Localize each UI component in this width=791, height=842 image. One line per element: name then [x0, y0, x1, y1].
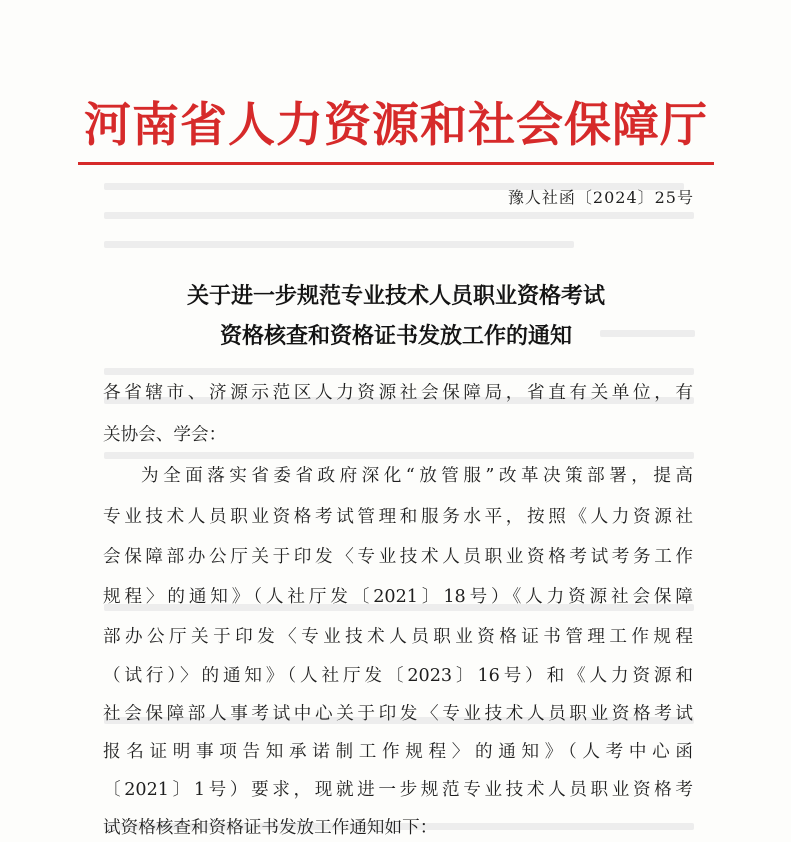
document-title-line: 资格核查和资格证书发放工作的通知 — [219, 324, 572, 349]
body-line: 社会保障部人事考试中心关于印发〈专业技术人员职业资格考试 — [103, 704, 693, 724]
body-line: 会保障部办公厅关于印发〈专业技术人员职业资格考试考务工作 — [103, 547, 693, 567]
body-line: （试行）〉的通知》（人社厅发〔2023〕16号）和《人力资源和 — [103, 666, 693, 686]
body-line: 报名证明事项告知承诺制工作规程〉的通知》（人考中心函 — [103, 742, 693, 762]
show-through-line — [104, 452, 694, 459]
show-through-line — [104, 368, 694, 375]
body-line: 专业技术人员职业资格考试管理和服务水平，按照《人力资源社 — [103, 507, 693, 527]
body-line: 关协会、学会： — [103, 425, 227, 445]
body-line: 〔2021〕1号）要求，现就进一步规范专业技术人员职业资格考 — [103, 780, 693, 800]
body-line: 部办公厅关于印发〈专业技术人员职业资格证书管理工作规程 — [103, 627, 693, 647]
document-title-line: 关于进一步规范专业技术人员职业资格考试 — [186, 284, 605, 309]
body-line: 试资格核查和资格证书发放工作通知如下： — [103, 818, 438, 838]
body-line: 为全面落实省委省政府深化“放管服”改革决策部署，提高 — [141, 466, 693, 486]
body-line: 规程〉的通知》（人社厅发〔2021〕18号）《人力资源社会保障 — [103, 587, 693, 607]
document-number: 豫人社函〔2024〕25号 — [507, 188, 694, 207]
body-line: 各省辖市、济源示范区人力资源社会保障局，省直有关单位，有 — [103, 383, 693, 403]
show-through-line — [104, 241, 574, 248]
letterhead-org-name: 河南省人力资源和社会保障厅 — [84, 98, 708, 153]
letterhead-red-rule — [78, 162, 714, 165]
show-through-line — [104, 212, 694, 219]
